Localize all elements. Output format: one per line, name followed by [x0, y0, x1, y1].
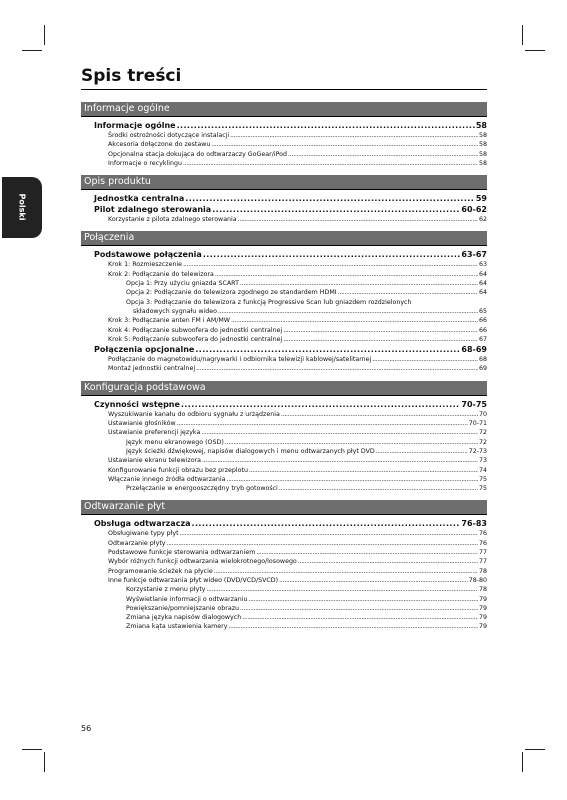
entry-page: 68	[478, 356, 487, 364]
entry-page: 78	[478, 567, 487, 575]
entry-title: Połączenia opcjonalne	[94, 345, 195, 355]
toc-entry[interactable]	[81, 548, 487, 557]
entry-title: Akcesoria dołączone do zestawu	[108, 141, 211, 149]
toc-entry[interactable]	[81, 529, 487, 538]
dot-leader	[196, 364, 478, 373]
entry-page: 66	[478, 317, 487, 325]
entry-title: Opcja 1: Przy użyciu gniazda SCART	[126, 280, 239, 288]
entry-page: 79	[478, 614, 487, 622]
entry-title: Informacje ogólne	[94, 121, 176, 130]
dot-leader	[203, 249, 461, 260]
dot-leader	[249, 466, 478, 475]
entry-page: 75	[478, 475, 487, 483]
entry-page: 67	[478, 335, 487, 343]
entry-page: 76	[478, 530, 487, 538]
entry-page: 79	[478, 623, 487, 631]
entry-title: Inne funkcje odtwarzania płyt wideo (DVD/VCD/SVCD)	[108, 576, 279, 584]
section-header: Opis produktu	[81, 175, 487, 189]
entry-title: Wyszukiwanie kanału do odbioru sygnału z urządzenia	[108, 410, 280, 418]
toc-entry[interactable]	[81, 279, 487, 288]
entry-title: Krok 2: Podłączanie do telewizora	[108, 270, 214, 278]
entry-page: 76-83	[461, 519, 487, 529]
dot-leader	[201, 428, 478, 437]
dot-leader	[230, 131, 478, 140]
dot-leader	[207, 585, 478, 594]
toc-entry[interactable]	[81, 288, 487, 297]
entry-title: Wybór różnych funkcji odtwarzania wielokrotnego/losowego	[108, 558, 297, 566]
entry-title: Korzystanie z menu płyty	[126, 586, 206, 594]
entry-title: Czynności wstępne	[94, 399, 180, 409]
toc-entry[interactable]	[81, 159, 487, 168]
toc-entry[interactable]	[81, 456, 487, 465]
dot-leader	[225, 438, 478, 447]
entry-page: 58	[478, 141, 487, 149]
toc-chapter-entry[interactable]	[81, 399, 487, 410]
entry-title: Język menu ekranowego (OSD)	[126, 438, 224, 446]
dot-leader	[372, 355, 478, 364]
language-tab-label: Polski	[17, 193, 27, 221]
toc-entry[interactable]	[81, 335, 487, 344]
section-header: Konfiguracja podstawowa	[81, 381, 487, 395]
dot-leader	[167, 539, 478, 548]
entry-page: 76	[478, 539, 487, 547]
dot-leader	[177, 120, 475, 131]
entry-title: Programowanie ścieżek na płycie	[108, 567, 213, 575]
toc-entry[interactable]	[81, 447, 487, 456]
entry-page: 66	[478, 326, 487, 334]
toc-entry[interactable]	[81, 604, 487, 613]
page-title: Spis treści	[81, 66, 182, 86]
dot-leader	[227, 475, 478, 484]
entry-page: 72	[478, 429, 487, 437]
dot-leader	[281, 410, 478, 419]
dot-leader	[218, 307, 478, 316]
entry-title: Zmiana kąta ustawienia kamery	[126, 623, 228, 631]
entry-title: Ustawianie ekranu telewizora	[108, 457, 202, 465]
entry-title: Opcjonalna stacja dokująca do odtwarzaczy GoGear/iPod	[108, 150, 288, 158]
toc-chapter-entry[interactable]	[81, 204, 487, 215]
dot-leader	[283, 335, 478, 344]
crop-mark	[522, 752, 523, 772]
entry-page: 58	[475, 121, 487, 130]
entry-title: Krok 3: Podłączanie anten FM i AM/MW	[108, 317, 231, 325]
dot-leader	[240, 604, 478, 613]
toc-section	[81, 231, 487, 373]
entry-title: Krok 4: Podłączanie subwoofera do jednostki centralnej	[108, 326, 283, 334]
toc-entry[interactable]	[81, 475, 487, 484]
section-divider	[81, 514, 487, 515]
toc-chapter-entry[interactable]	[81, 249, 487, 260]
toc-entry[interactable]	[81, 585, 487, 594]
toc-entry[interactable]	[81, 438, 487, 447]
toc-entry[interactable]	[81, 140, 487, 149]
entry-title: Powiększanie/pomniejszanie obrazu	[126, 604, 240, 612]
toc-entry[interactable]	[81, 131, 487, 140]
toc-entry[interactable]	[81, 576, 487, 585]
entry-page: 65	[478, 307, 487, 315]
section-header: Informacje ogólne	[81, 102, 487, 116]
entry-page: 63	[478, 261, 487, 269]
entry-title: Wyświetlanie informacji o odtwarzaniu	[126, 595, 248, 603]
section-divider	[81, 395, 487, 396]
entry-title: Montaż jednostki centralnej	[108, 365, 196, 373]
toc-entry[interactable]	[81, 150, 487, 159]
entry-title: składowych sygnału wideo	[133, 307, 218, 315]
dot-leader	[214, 567, 478, 576]
dot-leader	[338, 288, 478, 297]
entry-page: 69	[478, 365, 487, 373]
entry-title: Ustawianie głośników	[108, 420, 176, 428]
title-divider	[81, 89, 487, 90]
dot-leader	[192, 518, 461, 529]
dot-leader	[211, 140, 478, 149]
entry-page: 74	[478, 466, 487, 474]
toc-entry[interactable]	[81, 557, 487, 566]
entry-title: Opcja 2: Podłączanie do telewizora zgodnego ze standardem HDMI	[126, 289, 337, 297]
entry-page: 77	[478, 558, 487, 566]
entry-page: 60-62	[461, 205, 487, 215]
dot-leader	[283, 326, 478, 335]
dot-leader	[279, 484, 478, 493]
toc-entry[interactable]	[81, 428, 487, 437]
section-header: Odtwarzanie płyt	[81, 500, 487, 514]
crop-mark	[22, 50, 42, 51]
toc-entry[interactable]	[81, 355, 487, 364]
entry-page: 75	[478, 485, 487, 493]
dot-leader	[202, 456, 478, 465]
toc-chapter-entry[interactable]	[81, 193, 487, 204]
entry-page: 68-69	[461, 345, 487, 355]
entry-page: 79	[478, 595, 487, 603]
entry-title: Obsługiwane typy płyt	[108, 530, 179, 538]
entry-title: Podłączanie do magnetowidu/nagrywarki i odbiornika telewizji kablowej/satelitarnej	[108, 356, 372, 364]
entry-title: Opcja 3: Podłączanie do telewizora z funkcją Progressive Scan lub gniazdem rozdzielonych	[126, 298, 412, 306]
entry-title: Krok 1: Rozmieszczenie	[108, 261, 183, 269]
dot-leader	[215, 270, 478, 279]
entry-title: Obsługa odtwarzacza	[94, 519, 191, 529]
toc-entry[interactable]	[81, 484, 487, 493]
entry-page: 59	[475, 194, 487, 204]
entry-title: Przełączanie w energooszczędny tryb gotowości	[126, 485, 278, 493]
entry-title: Włączanie innego źródła odtwarzania	[108, 475, 226, 483]
crop-mark	[522, 25, 523, 45]
toc-section	[81, 102, 487, 168]
toc-entry[interactable]	[81, 298, 487, 307]
dot-leader	[183, 159, 478, 168]
entry-page: 64	[478, 280, 487, 288]
entry-title: Informacje o recyklingu	[108, 159, 182, 167]
toc-entry[interactable]	[81, 419, 487, 428]
dot-leader	[185, 193, 475, 204]
toc-chapter-entry[interactable]	[81, 518, 487, 529]
entry-page: 77	[478, 549, 487, 557]
dot-leader	[376, 447, 468, 456]
dot-leader	[180, 529, 478, 538]
toc-entry[interactable]	[81, 270, 487, 279]
toc-entry[interactable]	[81, 215, 487, 224]
toc-chapter-entry[interactable]	[81, 120, 487, 131]
toc-entry[interactable]	[81, 622, 487, 631]
dot-leader	[238, 215, 478, 224]
entry-page: 64	[478, 289, 487, 297]
page-number: 56	[81, 724, 92, 733]
crop-mark	[525, 749, 545, 750]
language-tab	[2, 177, 42, 238]
table-of-contents	[81, 102, 487, 639]
toc-entry[interactable]	[81, 326, 487, 335]
toc-entry[interactable]	[81, 316, 487, 325]
entry-page: 70-71	[468, 420, 487, 428]
entry-page: 58	[478, 132, 487, 139]
dot-leader	[195, 344, 460, 355]
entry-title: Konfigurowanie funkcji obrazu bez przeplotu	[108, 466, 248, 474]
section-divider	[81, 245, 487, 246]
entry-page: 63-67	[461, 250, 487, 260]
entry-page: 72	[478, 438, 487, 446]
toc-entry[interactable]	[81, 613, 487, 622]
entry-title: Środki ostrożności dotyczące instalacji	[108, 132, 230, 139]
toc-entry[interactable]	[81, 595, 487, 604]
crop-mark	[22, 749, 42, 750]
toc-entry-continuation[interactable]	[81, 307, 487, 316]
entry-title: Zmiana języka napisów dialogowych	[126, 614, 242, 622]
entry-page: 78	[478, 586, 487, 594]
entry-page: 58	[478, 150, 487, 158]
dot-leader	[228, 622, 478, 631]
entry-page: 72-73	[468, 447, 487, 455]
toc-entry[interactable]	[81, 466, 487, 475]
dot-leader	[249, 595, 478, 604]
entry-title: Korzystanie z pilota zdalnego sterowania	[108, 216, 237, 224]
entry-title: Odtwarzanie płyty	[108, 539, 166, 547]
entry-title: Krok 5: Podłączanie subwoofera do jednostki centralnej	[108, 335, 283, 343]
dot-leader	[231, 316, 478, 325]
section-divider	[81, 116, 487, 117]
entry-page: 62	[478, 216, 487, 224]
section-divider	[81, 189, 487, 190]
toc-section	[81, 175, 487, 224]
dot-leader	[177, 419, 468, 428]
entry-page: 79	[478, 604, 487, 612]
entry-title: Podstawowe połączenia	[94, 250, 202, 260]
section-header: Połączenia	[81, 231, 487, 245]
dot-leader	[298, 557, 478, 566]
entry-title: Ustawianie preferencji języka	[108, 429, 201, 437]
dot-leader	[212, 204, 460, 215]
dot-leader	[183, 260, 478, 269]
dot-leader	[279, 576, 468, 585]
dot-leader	[242, 613, 478, 622]
toc-entry[interactable]	[81, 567, 487, 576]
toc-entry[interactable]	[81, 364, 487, 373]
toc-section	[81, 500, 487, 631]
crop-mark	[525, 50, 545, 51]
toc-entry[interactable]	[81, 539, 487, 548]
dot-leader	[288, 150, 478, 159]
dot-leader	[256, 548, 478, 557]
entry-title: Pilot zdalnego sterowania	[94, 205, 212, 215]
entry-page: 58	[478, 159, 487, 167]
dot-leader	[240, 279, 478, 288]
entry-page: 64	[478, 270, 487, 278]
dot-leader	[181, 399, 460, 410]
entry-page: 73	[478, 457, 487, 465]
toc-chapter-entry[interactable]	[81, 344, 487, 355]
entry-title: Podstawowe funkcje sterowania odtwarzaniem	[108, 549, 256, 557]
entry-page: 70	[478, 410, 487, 418]
toc-entry[interactable]	[81, 260, 487, 269]
entry-page: 70-75	[461, 399, 487, 409]
entry-page: 78-80	[468, 576, 487, 584]
toc-section	[81, 381, 487, 494]
crop-mark	[44, 25, 45, 45]
toc-entry[interactable]	[81, 410, 487, 419]
entry-title: Jednostka centralna	[94, 194, 185, 204]
crop-mark	[44, 752, 45, 772]
entry-title: Język ścieżki dźwiękowej, napisów dialogowych i menu odtwarzanych płyt DVD	[126, 447, 375, 455]
